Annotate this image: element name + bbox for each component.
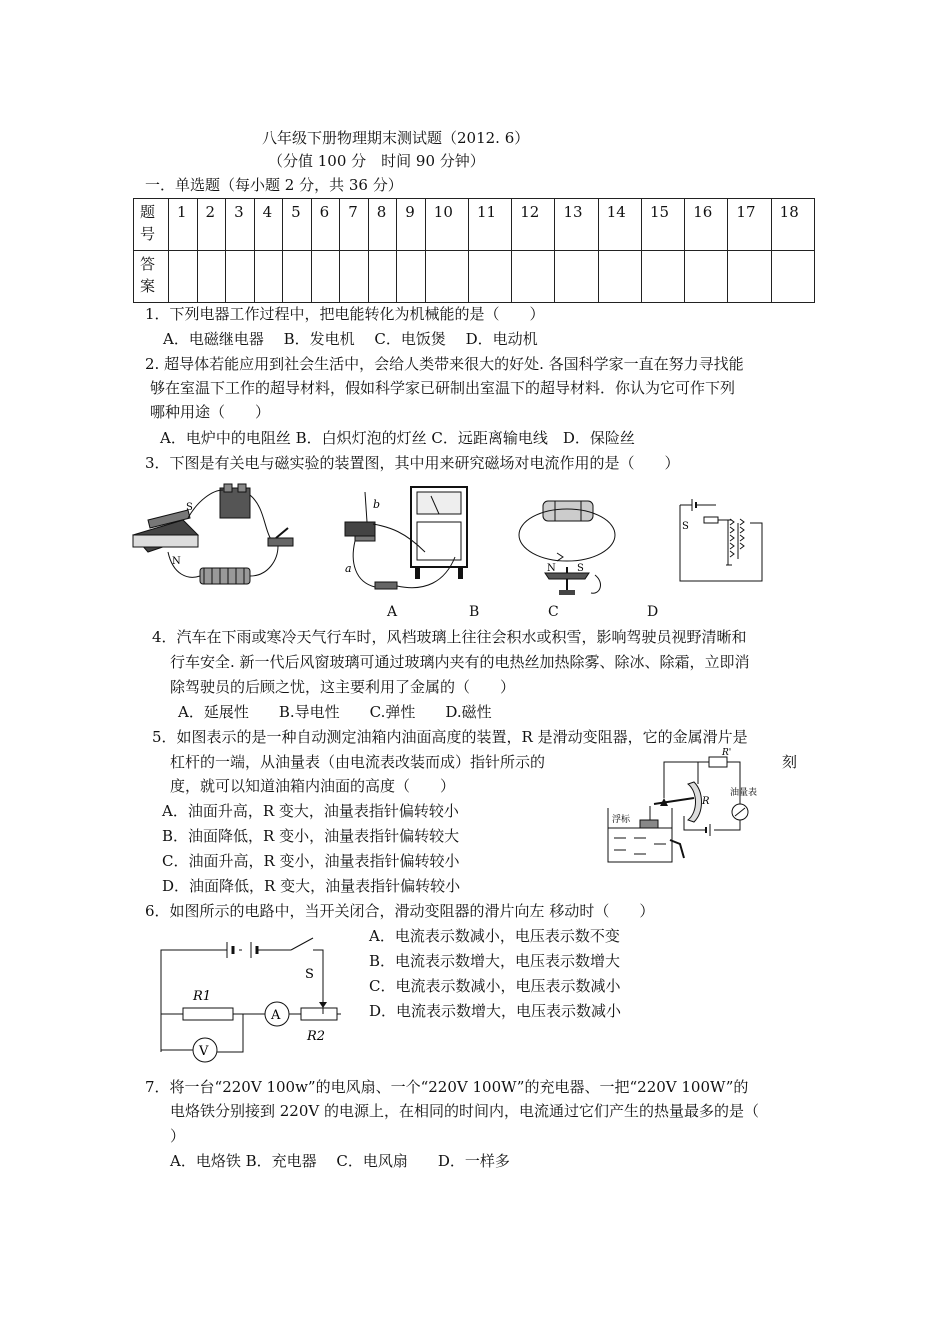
row-label-answer: 答 案 — [134, 251, 169, 303]
answer-cell[interactable] — [197, 251, 226, 303]
table-cell: 11 — [469, 199, 512, 251]
table-cell: 1 — [169, 199, 198, 251]
answer-cell[interactable] — [641, 251, 684, 303]
q5-fig-label-float: 浮标 — [612, 815, 631, 825]
fig-c-label-n: N — [547, 563, 556, 574]
table-cell: 8 — [368, 199, 397, 251]
q6-option-c: C．电流表示数减小，电压表示数减小 — [369, 977, 621, 995]
answer-cell[interactable] — [728, 251, 771, 303]
q1-stem: 1．下列电器工作过程中，把电能转化为机械能的是（ ） — [145, 305, 545, 323]
q5-option-d: D．油面降低，R 变大，油量表指针偏转较小 — [162, 877, 461, 895]
answer-cell[interactable] — [254, 251, 283, 303]
answer-cell[interactable] — [397, 251, 426, 303]
table-row — [134, 251, 815, 303]
table-cell: 3 — [226, 199, 255, 251]
q7-line2: 电烙铁分别接到 220V 的电源上，在相同的时间内，电流通过它们产生的热量最多的是（ — [170, 1102, 760, 1120]
q5-option-b: B．油面降低，R 变小，油量表指针偏转较大 — [162, 827, 460, 845]
fig-a-label-n: N — [172, 556, 181, 567]
q6-option-a: A．电流表示数减小，电压表示数不变 — [369, 927, 620, 945]
q2-line2: 够在室温下工作的超导材料，假如科学家已研制出室温下的超导材料．你认为它可作下列 — [150, 379, 736, 397]
answer-cell[interactable] — [283, 251, 312, 303]
fig-b-label-a: a — [345, 562, 352, 575]
answer-cell[interactable] — [169, 251, 198, 303]
answer-cell[interactable] — [598, 251, 641, 303]
table-cell: 17 — [728, 199, 771, 251]
answer-cell[interactable] — [226, 251, 255, 303]
answer-cell[interactable] — [512, 251, 555, 303]
q5-fig-label-r: R — [702, 796, 710, 807]
q6-stem: 6．如图所示的电路中，当开关闭合，滑动变阻器的滑片向左 移动时（ ） — [145, 902, 655, 920]
q5-fig-label-meter: 油量表 — [730, 788, 758, 798]
answer-cell[interactable] — [311, 251, 340, 303]
fig-label-b: B — [469, 604, 480, 620]
answer-cell[interactable] — [340, 251, 369, 303]
q7-line1: 7．将一台“220V 100w”的电风扇、一个“220V 100W”的充电器、一把“220V 100W”的 — [145, 1078, 749, 1096]
q4-options: A．延展性 B.导电性 C.弹性 D.磁性 — [178, 703, 492, 721]
table-cell: 12 — [512, 199, 555, 251]
answer-cell[interactable] — [771, 251, 814, 303]
q6-fig-label-a: A — [271, 1008, 281, 1023]
q5-line2-end: 刻 — [782, 753, 798, 771]
answer-cell[interactable] — [469, 251, 512, 303]
q6-fig-label-r1: R1 — [193, 989, 212, 1004]
table-cell: 7 — [340, 199, 369, 251]
page-subtitle: （分值 100 分 时间 90 分钟） — [268, 152, 485, 170]
q5-fig-label-rprime: R' — [722, 748, 732, 758]
table-cell: 4 — [254, 199, 283, 251]
fig-b-label-b: b — [373, 498, 381, 511]
table-cell: 13 — [555, 199, 598, 251]
q6-circuit-figure — [155, 932, 345, 1057]
q3-figure-c — [515, 495, 615, 600]
section-heading: 一．单选题（每小题 2 分，共 36 分） — [145, 176, 403, 194]
row-label-number: 题 号 — [134, 199, 169, 251]
q1-options: A．电磁继电器 B．发电机 C．电饭煲 D．电动机 — [163, 330, 538, 348]
fig-c-label-s: S — [577, 563, 584, 574]
table-cell: 9 — [397, 199, 426, 251]
q6-fig-label-r2: R2 — [307, 1029, 326, 1044]
table-cell: 5 — [283, 199, 312, 251]
table-cell: 16 — [685, 199, 728, 251]
fig-label-d: D — [647, 604, 659, 620]
q6-fig-label-s: S — [305, 967, 314, 982]
q6-option-d: D．电流表示数增大，电压表示数减小 — [369, 1002, 622, 1020]
q2-line3: 哪种用途（ ） — [150, 403, 271, 421]
table-cell: 18 — [771, 199, 814, 251]
fig-a-label-s: S — [186, 502, 193, 513]
table-cell: 14 — [598, 199, 641, 251]
q3-figure-a — [128, 480, 303, 600]
q6-option-b: B．电流表示数增大，电压表示数增大 — [369, 952, 621, 970]
answer-table — [133, 198, 815, 303]
q3-stem: 3．下图是有关电与磁实验的装置图，其中用来研究磁场对电流作用的是（ ） — [145, 454, 680, 472]
q5-line2: 杠杆的一端，从油量表（由电流表改装而成）指针所示的 — [170, 753, 546, 771]
q3-figure-b — [335, 482, 475, 600]
q6-fig-label-v: V — [199, 1044, 209, 1059]
q7-options: A．电烙铁 B．充电器 C．电风扇 D．一样多 — [170, 1152, 510, 1170]
q2-options: A．电炉中的电阻丝 B．白炽灯泡的灯丝 C．远距离输电线 D．保险丝 — [160, 429, 635, 447]
q3-figure-d — [676, 495, 766, 585]
table-cell: 15 — [641, 199, 684, 251]
q5-line1: 5．如图表示的是一种自动测定油箱内油面高度的装置，R 是滑动变阻器，它的金属滑片是 — [152, 728, 748, 746]
q5-line3: 度，就可以知道油箱内油面的高度（ ） — [170, 777, 456, 795]
table-cell: 10 — [425, 199, 468, 251]
answer-cell[interactable] — [555, 251, 598, 303]
answer-cell[interactable] — [368, 251, 397, 303]
fig-d-label-s: S — [682, 521, 689, 532]
table-row — [134, 199, 815, 251]
fig-label-a: A — [387, 604, 398, 620]
q5-figure — [604, 748, 764, 866]
q4-line1: 4．汽车在下雨或寒冷天气行车时，风档玻璃上往往会积水或积雪，影响驾驶员视野清晰和 — [152, 628, 747, 646]
q4-line2: 行车安全. 新一代后风窗玻璃可通过玻璃内夹有的电热丝加热除雾、除冰、除霜，立即消 — [170, 653, 750, 671]
table-cell: 2 — [197, 199, 226, 251]
q5-option-a: A．油面升高，R 变大，油量表指针偏转较小 — [162, 802, 459, 820]
q5-option-c: C．油面升高，R 变小，油量表指针偏转较小 — [162, 852, 460, 870]
q7-line3: ） — [170, 1127, 186, 1145]
fig-label-c: C — [548, 604, 559, 620]
answer-cell[interactable] — [685, 251, 728, 303]
page-title: 八年级下册物理期末测试题（2012. 6） — [262, 129, 530, 147]
q4-line3: 除驾驶员的后顾之忧，这主要利用了金属的（ ） — [170, 678, 516, 696]
q2-line1: 2. 超导体若能应用到社会生活中，会给人类带来很大的好处. 各国科学家一直在努力寻找能 — [145, 355, 744, 373]
answer-cell[interactable] — [425, 251, 468, 303]
table-cell: 6 — [311, 199, 340, 251]
